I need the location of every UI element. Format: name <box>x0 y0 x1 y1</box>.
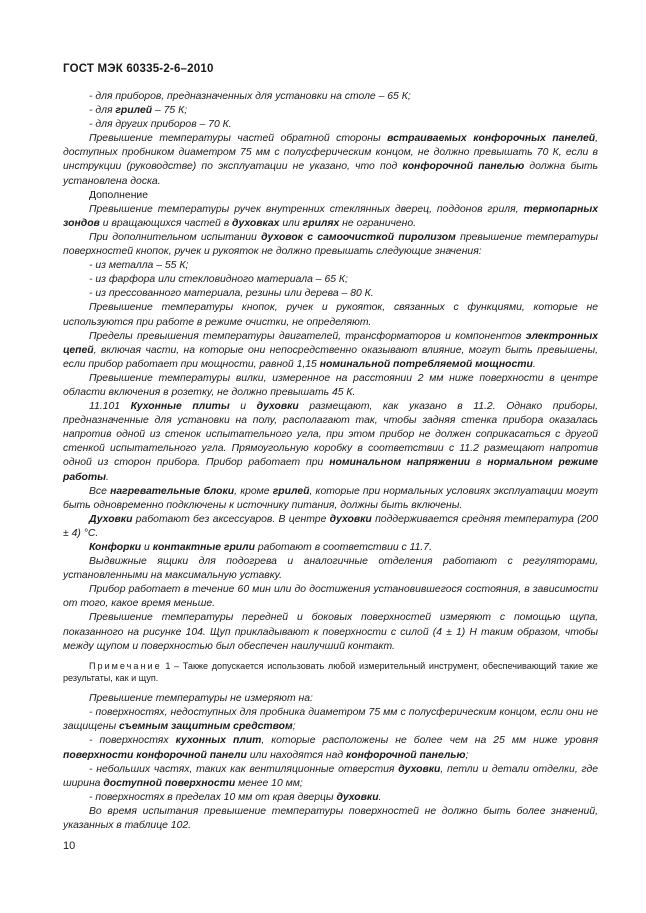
paragraph <box>63 734 598 762</box>
document-body <box>63 90 598 833</box>
paragraph <box>63 692 598 706</box>
text-run: Во время испытания превышение температуры поверхностей не должно быть более значений, указанных в таблице 102. <box>63 805 598 831</box>
term-bold: номинальной потребляемой мощности <box>319 358 533 370</box>
text-run: - для других приборов – 70 К. <box>89 119 232 131</box>
term-bold: термопарных зондов <box>63 203 598 229</box>
text-run: ; <box>292 721 296 733</box>
text-run: , петли и детали отделки, где ширина <box>63 763 599 789</box>
text-run: , кроме <box>234 485 273 497</box>
term-bold: нагревательные блоки <box>110 485 235 497</box>
paragraph <box>63 611 598 653</box>
term-bold: съемным защитным средством <box>119 721 293 733</box>
text-run: Превышение температуры вилки, измеренное на расстоянии 2 мм ниже поверхности в центре области включения в розетку, не должно превышать 45 К. <box>63 372 598 398</box>
term-bold: поверхности конфорочной панели <box>63 749 247 761</box>
text-run: - для <box>89 105 116 117</box>
term-bold: встраиваемых конфорочных панелей <box>387 133 596 145</box>
term-bold: духовки <box>336 791 379 803</box>
note <box>63 660 598 684</box>
text-run: в <box>470 457 488 469</box>
paragraph <box>63 104 598 118</box>
term-bold: духовок с самоочисткой пиролизом <box>261 231 456 243</box>
text-run: работают без аксессуаров. В центре <box>132 513 330 525</box>
document-header: ГОСТ МЭК 60335-2-6–2010 <box>63 63 214 75</box>
text-run: - для приборов, предназначенных для установки на столе – 65 К; <box>89 91 411 102</box>
term-bold: духовках <box>232 217 280 229</box>
text-run: или <box>279 217 303 229</box>
paragraph <box>63 706 598 734</box>
text-run: . <box>378 791 382 803</box>
text-run: размещают, как указано в 11.2. Однако приборы, предназначенные для установки на полу, располагают так, чтобы задняя стенка прибора оказалась напротив одной из стенок испытательного угла, при этом прибор не должен соприкасаться с другой стенкой испытательного угла. Прямоугольную коробку в соответствии с 11.2 размещают напротив одной из сторон прибора. Прибор работает при <box>63 401 598 469</box>
text-run: Пределы превышения температуры двигателей, трансформаторов и компонентов <box>89 330 526 342</box>
paragraph <box>63 259 598 273</box>
paragraph <box>63 791 598 805</box>
text-run: Дополнение <box>89 189 149 201</box>
main-paragraphs <box>63 90 598 654</box>
text-run: . <box>106 471 109 483</box>
text-run: - небольших частях, таких как вентиляционные отверстия <box>89 763 399 775</box>
term-bold: Кухонные плиты <box>130 401 230 413</box>
text-run: Все <box>89 485 111 497</box>
paragraph <box>63 189 598 203</box>
text-run: Превышение температуры кнопок, ручек и рукояток, связанных с функциями, которые не используются при работе в режиме очистки, не определяют. <box>63 302 598 328</box>
term-bold: контактные грили <box>152 542 255 553</box>
text-run: не ограничено. <box>339 217 417 229</box>
paragraph <box>63 541 598 555</box>
term-bold: грилей <box>115 105 153 117</box>
paragraph <box>63 301 598 329</box>
note-label: Примечание <box>89 660 162 671</box>
text-run: Превышение температуры не измеряют на: <box>89 693 313 705</box>
paragraph <box>63 330 598 372</box>
term-bold: грилей <box>272 485 310 497</box>
text-run: поддерживается средняя температура (200 ± 4) °С. <box>63 513 598 539</box>
term-bold: грилях <box>302 217 340 229</box>
paragraph <box>63 118 598 132</box>
text-run: должна быть установлена доска. <box>63 161 599 187</box>
text-run: , включая части, на которые они непосредственно оказывают влияние, могут быть превышены, если прибор работает при мощности, равной 1,15 <box>63 344 598 370</box>
text-run: 11.101 <box>89 401 131 413</box>
text-run: и <box>141 542 153 553</box>
paragraph <box>63 400 598 485</box>
text-run: - поверхностях в пределах 10 мм от края дверцы <box>89 791 337 803</box>
paragraph <box>63 132 598 188</box>
term-bold: кухонных плит <box>175 735 262 747</box>
paragraph <box>63 513 598 541</box>
paragraph <box>63 583 598 611</box>
text-run: - из металла – 55 К; <box>89 260 189 272</box>
term-bold: духовки <box>398 763 441 775</box>
text-run: Выдвижные ящики для подогрева и аналогичные отделения работают с регуляторами, установленными на максимальную уставку. <box>63 556 598 582</box>
term-bold: нормальном режиме работы <box>63 457 599 483</box>
paragraph <box>63 287 598 301</box>
text-run: и вращающихся частей в <box>99 217 233 229</box>
paragraph <box>63 555 598 583</box>
text-run: , которые расположены не более чем на 25 мм ниже уровня <box>261 735 599 747</box>
term-bold: номинальном напряжении <box>329 457 471 469</box>
paragraph <box>63 372 598 400</box>
term-bold: Конфорки <box>89 542 142 553</box>
after-note-paragraphs <box>63 692 598 833</box>
text-run: и <box>229 401 257 413</box>
text-run: , доступных пробником диаметром 75 мм с полусферическим концом, не должно превышать 70 К, если в инструкции (руководстве) по эксплуатации не указано, что под <box>63 133 598 173</box>
text-run: Превышение температуры ручек внутренних стеклянных дверец, поддонов гриля, <box>89 203 524 215</box>
paragraph <box>63 805 598 833</box>
term-bold: духовки <box>256 401 299 413</box>
text-run: менее 10 мм; <box>235 777 303 789</box>
text-run: - из фарфора или стекловидного материала – 65 К; <box>89 274 348 286</box>
text-run: ; <box>465 749 469 761</box>
text-run: работают в соответствии с 11.7. <box>254 542 432 553</box>
text-run: превышение температуры поверхностей кнопок, ручек и рукояток не должно превышать следующие значения: <box>63 231 598 258</box>
text-run: , которые при нормальных условиях эксплуатации могут быть одновременно подключены к источнику питания, должны быть включены. <box>63 485 599 511</box>
text-run: Превышение температуры частей обратной стороны <box>89 133 388 145</box>
paragraph <box>63 273 598 287</box>
text-run: - поверхностях, недоступных для пробника диаметром 75 мм с полусферическим концом, если они не защищены <box>63 707 598 733</box>
paragraph <box>63 231 598 259</box>
paragraph <box>63 763 598 791</box>
text-run: При дополнительном испытании <box>89 231 262 243</box>
note-text: 1 – Также допускается использовать любой измерительный инструмент, обеспечивающий такие же результаты, как и щуп. <box>63 660 598 683</box>
term-bold: конфорочной панелью <box>346 749 466 761</box>
paragraph <box>63 485 598 513</box>
term-bold: доступной поверхности <box>103 777 236 789</box>
text-run: . <box>532 358 536 370</box>
text-run: – 75 К; <box>152 105 188 117</box>
term-bold: электронных цепей <box>63 330 598 356</box>
text-run: Превышение температуры передней и боковых поверхностей измеряют с помощью щупа, показанного на рисунке 104. Щуп прикладывают к поверхности с силой (4 ± 1) Н таким образом, чтобы между щупом и поверхностью был обеспечен наилучший контакт. <box>63 612 598 652</box>
paragraph <box>63 203 598 231</box>
text-run: - поверхностях <box>89 735 176 747</box>
text-run: Прибор работает в течение 60 мин или до достижения установившегося состояния, в зависимости от того, какое время меньше. <box>63 584 598 610</box>
term-bold: духовки <box>329 513 372 525</box>
term-bold: конфорочной панелью <box>402 161 525 173</box>
paragraph <box>63 90 598 104</box>
text-run: - из прессованного материала, резины или дерева – 80 К. <box>89 288 374 300</box>
text-run: или находятся над <box>246 749 347 761</box>
term-bold: Духовки <box>89 513 133 525</box>
page-number: 10 <box>63 840 76 852</box>
